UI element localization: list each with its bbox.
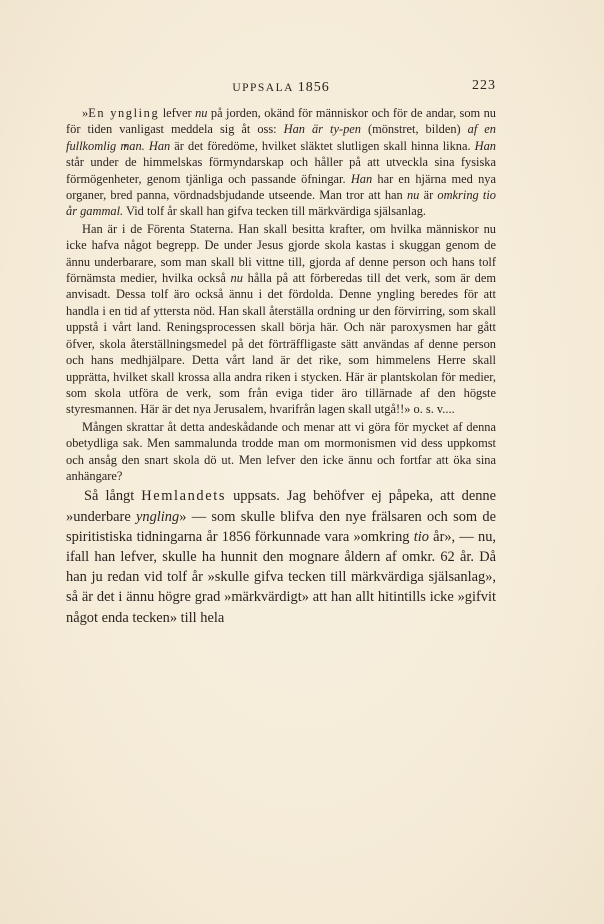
- quoted-passage: [66, 105, 496, 484]
- running-title: [66, 80, 496, 96]
- page-number: 223: [472, 78, 496, 93]
- quoted-paragraph-3: Mången skrattar åt detta andeskådande och menar att vi göra för mycket af denna obetydliga sak. Men sammalunda trodde man om mormonismen vid dess uppkomst och ansåg den snart skola dö ut. Men lefver den icke ännu och fortfar att öka sina anhängare?: [66, 419, 496, 483]
- body-text: [66, 105, 496, 628]
- running-title-year: 1856: [297, 80, 330, 95]
- main-paragraph-1: Så långt Hemlandets uppsats. Jag behöfver ej påpeka, att denne »underbare yngling» — som skulle blifva den nye frälsaren och som de spiritistiska tidningarna år 1856 förkunnade vara »omkring tio år», — nu, ifall han lefver, skulle ha hunnit den mognare åldern af omkr. 62 år. Då han ju redan vid tolf år »skulle gifva tecken till märkvärdiga själsanlag», så är det i ännu högre grad »märkvärdigt» att han allt hitintills icke »gifvit något enda tecken» till hela: [66, 488, 497, 626]
- running-title-place: UPPSALA: [232, 82, 294, 94]
- main-text: [66, 486, 496, 627]
- page-header: [66, 78, 496, 96]
- quoted-paragraph-1: »En yngling lefver nu på jorden, okänd för människor och för de andar, som nu för tiden vanligast meddela sig åt oss: Han är ty-pen (mönstret, bilden) af en fullkomlig man. Han är det föredöme, hvilket släktet slutligen skall hinna likna. Han står under de himmelskas förmyndarskap och håller på att utveckla sina fysiska förmögenheter, genom tjänliga och passande öfningar. Han har en hjärna med nya organer, bred panna, vördnadsbjudande utseende. Man tror att han nu är omkring tio år gammal. Vid tolf år skall han gifva tecken till märkvärdiga själsanlag.: [66, 106, 497, 219]
- quoted-paragraph-2: Han är i de Förenta Staterna. Han skall besitta krafter, om hvilka människor nu icke hafva något begrepp. De under Jesus gjorde skola kastas i skuggan genom de ännu underbarare, som man skall bli vittne till, gjorda af denne person och hans tolf förnämsta medier, hvilka också nu hålla på att förberedas till det verk, som är dem anvisadt. Dessa tolf äro också ännu i det fördolda. Denne yngling beredes för att handla i en tid af yttersta nöd. Han skall återställa ordning ur den förvirring, som skall uppstå i vårt land. Reningsprocessen skall börja här. Och när paroxysmen har gått öfver, skola återställningsmedel på det förträffligaste sätt användas af denne person och hans medhjälpare. Detta vårt land är det rike, som himmelens Herre skall upprätta, hvilket skall krossa alla andra riken i stycken. Här är plantskolan för medier, som skola utföra de verk, som från eviga tider äro tillärnade af den högste styresmannen. Här är det nya Jerusalem, hvarifrån lagen skall utgå!!» o. s. v....: [66, 221, 496, 417]
